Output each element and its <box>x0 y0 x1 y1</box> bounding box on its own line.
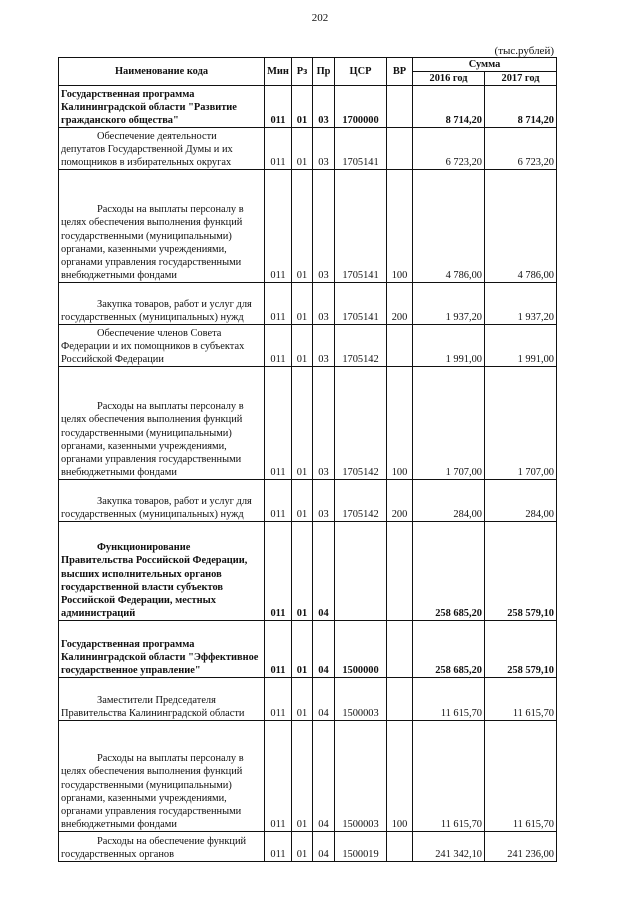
row-vr <box>387 621 413 678</box>
row-rz: 01 <box>292 522 313 621</box>
row-rz: 01 <box>292 325 313 367</box>
row-2016: 1 991,00 <box>413 325 485 367</box>
row-pr: 03 <box>313 367 335 480</box>
table-row <box>59 283 557 325</box>
row-rz: 01 <box>292 283 313 325</box>
row-pr: 03 <box>313 325 335 367</box>
row-vr <box>387 325 413 367</box>
header-min: Мин <box>265 58 292 86</box>
row-csr: 1705141 <box>335 283 387 325</box>
row-name: Обеспечение членов Совета Федерации и их помощников в субъектах Российской Федерации <box>59 325 265 367</box>
row-min: 011 <box>265 128 292 170</box>
row-pr: 04 <box>313 721 335 832</box>
row-min: 011 <box>265 283 292 325</box>
row-csr: 1500003 <box>335 721 387 832</box>
row-pr: 04 <box>313 832 335 862</box>
row-name: Государственная программа Калининградской области "Эффективное государственное управление" <box>59 621 265 678</box>
row-2016: 1 937,20 <box>413 283 485 325</box>
row-name: Государственная программа Калининградской области "Развитие гражданского общества" <box>59 86 265 128</box>
row-vr: 200 <box>387 480 413 522</box>
row-min: 011 <box>265 325 292 367</box>
row-pr: 03 <box>313 283 335 325</box>
row-2017: 11 615,70 <box>485 678 557 721</box>
table-row <box>59 86 557 128</box>
row-vr <box>387 678 413 721</box>
row-name: Расходы на выплаты персоналу в целях обеспечения выполнения функций государственными (муниципальными) органами, казенными учреждениями, органами управления государственными внебюджетными фондами <box>59 367 265 480</box>
row-2016: 258 685,20 <box>413 522 485 621</box>
row-csr: 1700000 <box>335 86 387 128</box>
row-rz: 01 <box>292 367 313 480</box>
row-csr: 1705141 <box>335 170 387 283</box>
row-2016: 8 714,20 <box>413 86 485 128</box>
row-vr: 100 <box>387 170 413 283</box>
row-2017: 241 236,00 <box>485 832 557 862</box>
row-2016: 284,00 <box>413 480 485 522</box>
table-row <box>59 128 557 170</box>
row-min: 011 <box>265 480 292 522</box>
row-2017: 4 786,00 <box>485 170 557 283</box>
row-2017: 258 579,10 <box>485 621 557 678</box>
row-pr: 03 <box>313 86 335 128</box>
row-pr: 03 <box>313 128 335 170</box>
row-2016: 11 615,70 <box>413 721 485 832</box>
row-vr: 100 <box>387 367 413 480</box>
table-row <box>59 325 557 367</box>
row-rz: 01 <box>292 721 313 832</box>
row-2017: 1 707,00 <box>485 367 557 480</box>
row-2017: 11 615,70 <box>485 721 557 832</box>
row-csr: 1705141 <box>335 128 387 170</box>
row-rz: 01 <box>292 480 313 522</box>
row-csr: 1500019 <box>335 832 387 862</box>
header-csr: ЦСР <box>335 58 387 86</box>
row-pr: 04 <box>313 621 335 678</box>
table-row <box>59 522 557 621</box>
row-csr: 1705142 <box>335 325 387 367</box>
row-2016: 6 723,20 <box>413 128 485 170</box>
row-vr <box>387 86 413 128</box>
row-rz: 01 <box>292 170 313 283</box>
row-csr: 1500003 <box>335 678 387 721</box>
table-row <box>59 170 557 283</box>
table-row <box>59 480 557 522</box>
row-min: 011 <box>265 86 292 128</box>
row-vr <box>387 522 413 621</box>
row-rz: 01 <box>292 621 313 678</box>
header-vr: ВР <box>387 58 413 86</box>
row-pr: 04 <box>313 678 335 721</box>
row-name: Обеспечение деятельности депутатов Государственной Думы и их помощников в избирательных округах <box>59 128 265 170</box>
row-rz: 01 <box>292 678 313 721</box>
row-csr: 1705142 <box>335 367 387 480</box>
row-vr: 200 <box>387 283 413 325</box>
row-2016: 258 685,20 <box>413 621 485 678</box>
row-pr: 04 <box>313 522 335 621</box>
table-row <box>59 621 557 678</box>
header-pr: Пр <box>313 58 335 86</box>
row-2016: 241 342,10 <box>413 832 485 862</box>
table-row <box>59 721 557 832</box>
row-2017: 1 937,20 <box>485 283 557 325</box>
row-name: Расходы на выплаты персоналу в целях обеспечения выполнения функций государственными (муниципальными) органами, казенными учреждениями, органами управления государственными внебюджетными фондами <box>59 721 265 832</box>
table-row <box>59 678 557 721</box>
header-2017: 2017 год <box>485 72 557 86</box>
row-name: Расходы на выплаты персоналу в целях обеспечения выполнения функций государственными (муниципальными) органами, казенными учреждениями, органами управления государственными внебюджетными фондами <box>59 170 265 283</box>
row-name: Заместители Председателя Правительства Калининградской области <box>59 678 265 721</box>
row-min: 011 <box>265 621 292 678</box>
table-row <box>59 832 557 862</box>
row-2017: 284,00 <box>485 480 557 522</box>
row-name: Расходы на обеспечение функций государственных органов <box>59 832 265 862</box>
row-min: 011 <box>265 721 292 832</box>
row-2017: 258 579,10 <box>485 522 557 621</box>
row-2016: 4 786,00 <box>413 170 485 283</box>
row-csr: 1500000 <box>335 621 387 678</box>
budget-table <box>58 57 557 862</box>
row-2017: 8 714,20 <box>485 86 557 128</box>
header-name: Наименование кода <box>59 58 265 86</box>
row-csr: 1705142 <box>335 480 387 522</box>
row-name: Закупка товаров, работ и услуг для государственных (муниципальных) нужд <box>59 283 265 325</box>
row-2016: 11 615,70 <box>413 678 485 721</box>
row-name: Закупка товаров, работ и услуг для государственных (муниципальных) нужд <box>59 480 265 522</box>
page-number: 202 <box>311 12 329 24</box>
row-min: 011 <box>265 367 292 480</box>
header-sum: Сумма <box>413 58 557 72</box>
row-rz: 01 <box>292 832 313 862</box>
header-rz: Рз <box>292 58 313 86</box>
row-min: 011 <box>265 832 292 862</box>
row-pr: 03 <box>313 170 335 283</box>
row-vr <box>387 832 413 862</box>
row-pr: 03 <box>313 480 335 522</box>
row-rz: 01 <box>292 128 313 170</box>
row-rz: 01 <box>292 86 313 128</box>
row-csr <box>335 522 387 621</box>
units-label: (тыс.рублей) <box>494 45 554 57</box>
row-2017: 1 991,00 <box>485 325 557 367</box>
row-2017: 6 723,20 <box>485 128 557 170</box>
row-vr <box>387 128 413 170</box>
row-name: Функционирование Правительства Российской Федерации, высших исполнительных органов государственной власти субъектов Российской Федерации, местных администраций <box>59 522 265 621</box>
header-2016: 2016 год <box>413 72 485 86</box>
row-min: 011 <box>265 170 292 283</box>
row-2016: 1 707,00 <box>413 367 485 480</box>
row-vr: 100 <box>387 721 413 832</box>
row-min: 011 <box>265 678 292 721</box>
table-row <box>59 367 557 480</box>
row-min: 011 <box>265 522 292 621</box>
